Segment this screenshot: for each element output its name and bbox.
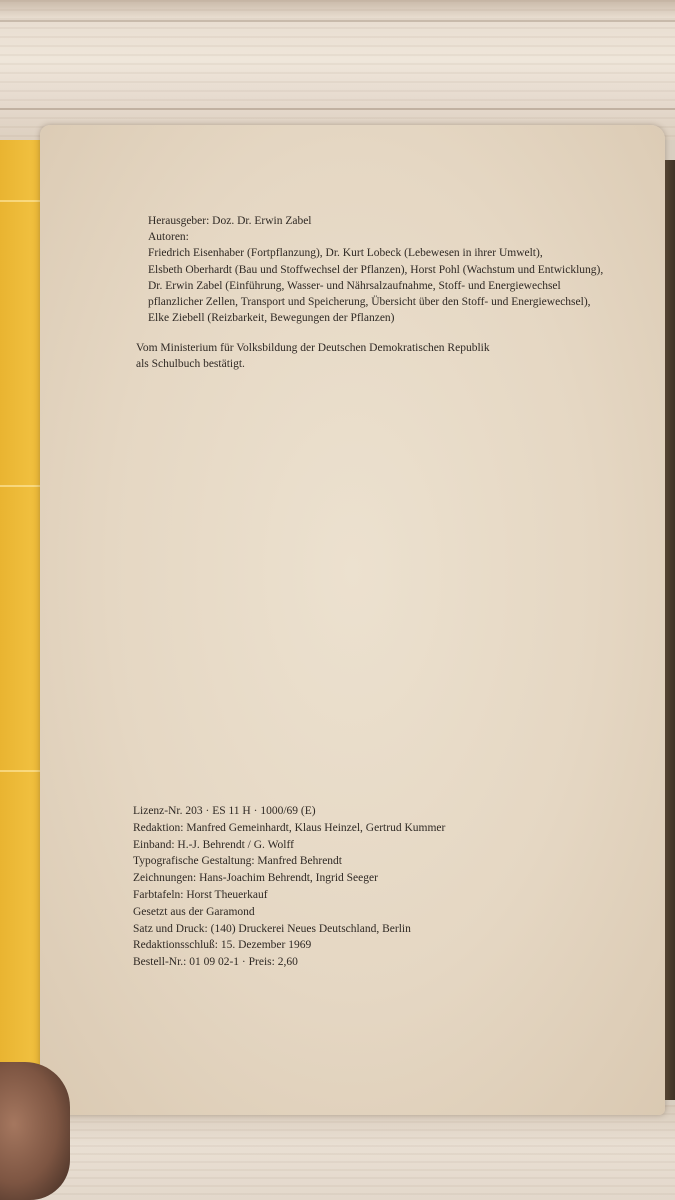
ministry-approval [136,340,490,372]
author-line: Dr. Erwin Zabel (Einführung, Wasser- und Nährsalzaufnahme, Stoff- und Energiewechsel [148,279,561,292]
drawings-line: Zeichnungen: Hans-Joachim Behrendt, Ingrid Seeger [133,872,378,885]
printing-line: Satz und Druck: (140) Druckerei Neues Deutschland, Berlin [133,922,411,935]
author-line: Elke Ziebell (Reizbarkeit, Bewegungen der Pflanzen) [148,312,395,325]
order-number-line: Bestell-Nr.: 01 09 02-1 · Preis: 2,60 [133,956,298,969]
holding-hand [0,1062,70,1200]
plank-seam [0,108,675,110]
approval-line: Vom Ministerium für Volksbildung der Deutschen Demokratischen Republik [136,342,490,354]
wooden-surface-top [0,0,675,140]
wooden-surface-bottom [0,1105,675,1200]
editorial-line: Redaktion: Manfred Gemeinhardt, Klaus Heinzel, Gertrud Kummer [133,821,446,834]
binding-line: Einband: H.-J. Behrendt / G. Wolff [133,838,294,851]
author-line: Friedrich Eisenhaber (Fortpflanzung), Dr. Kurt Lobeck (Lebewesen in ihrer Umwelt), [148,247,543,260]
deadline-line: Redaktionsschluß: 15. Dezember 1969 [133,939,312,952]
imprint-block [133,803,445,971]
typography-line: Typografische Gestaltung: Manfred Behrendt [133,855,343,868]
book-page [40,125,665,1115]
color-plates-line: Farbtafeln: Horst Theuerkauf [133,888,268,901]
license-line: Lizenz-Nr. 203 · ES 11 H · 1000/69 (E) [133,805,316,817]
authors-heading: Autoren: [148,231,189,244]
typeface-line: Gesetzt aus der Garamond [133,905,255,918]
author-line: Elsbeth Oberhardt (Bau und Stoffwechsel der Pflanzen), Horst Pohl (Wachstum und Entwicklung), [148,263,604,276]
editor-line: Herausgeber: Doz. Dr. Erwin Zabel [148,215,312,227]
plank-seam [0,20,675,22]
credits-block [148,213,603,326]
author-line: pflanzlicher Zellen, Transport und Speicherung, Übersicht über den Stoff- und Energiewechsel), [148,296,591,309]
approval-line: als Schulbuch bestätigt. [136,358,245,371]
